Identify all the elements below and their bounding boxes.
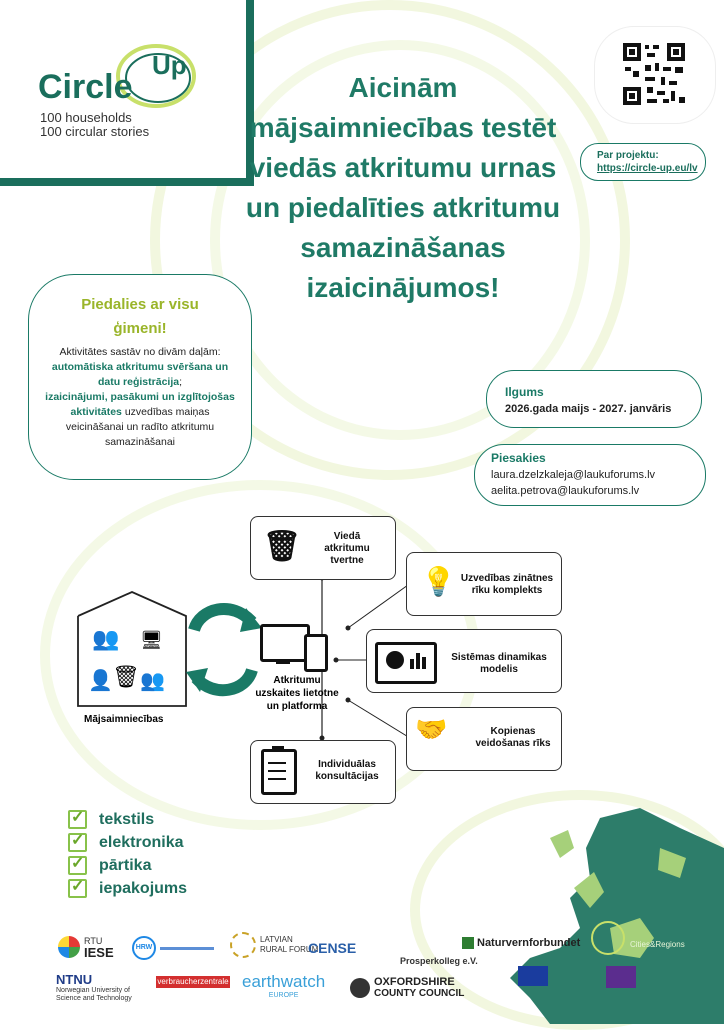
card-behavior-kit-label: Uzvedības zinātnes rīku komplekts <box>460 573 554 596</box>
card-behavior-kit <box>406 552 562 616</box>
family-icon: 👥 <box>92 626 120 651</box>
hands-icon: 🤝 <box>415 714 448 744</box>
hrw-logo: HRW <box>132 936 214 960</box>
checklist-item: ✓ pārtika <box>68 854 187 877</box>
family-box-title: Piedalies ar visu ģimeni! <box>81 296 199 337</box>
apply-label: Piesakies <box>491 451 546 465</box>
card-smart-bin-label: Viedā atkritumu tvertne <box>324 531 370 566</box>
cities-regions-label: Cities&Regions <box>630 940 685 949</box>
checkbox-icon <box>68 879 87 898</box>
ntnu-logo: NTNU Norwegian University of Science and Technology <box>56 972 132 1002</box>
materials-checklist <box>68 808 187 900</box>
duration-label: Ilgums <box>505 385 544 399</box>
qr-code-icon <box>621 41 687 107</box>
chart-screen-icon <box>375 642 437 684</box>
app-devices-icon <box>260 620 326 668</box>
card-community <box>406 707 562 771</box>
apply-email-2[interactable]: aelita.petrova@laukuforums.lv <box>491 485 640 497</box>
logo-subtitle-2: 100 circular stories <box>40 124 150 139</box>
person-icon: 👤 <box>88 670 113 692</box>
earthwatch-logo: earthwatch EUROPE <box>242 972 326 999</box>
puzzle-icon <box>58 936 80 958</box>
verbraucherzentrale-logo: verbraucherzentrale <box>157 977 229 986</box>
logo-panel <box>0 0 254 186</box>
card-smart-bin <box>250 516 396 580</box>
europe-map-illustration <box>490 808 724 1024</box>
prosperkolleg-logo: Prosperkolleg e.V. <box>400 956 478 966</box>
card-consultations <box>250 740 396 804</box>
rtu-iese-logo: RTU IESE <box>58 934 114 960</box>
family-box-sep: ; <box>179 376 183 388</box>
family-box-part1: automātiska atkritumu svēršana un datu reģistrācija <box>51 361 229 388</box>
checkbox-icon <box>68 833 87 852</box>
devices-icon: 🖥 <box>140 630 163 650</box>
sun-icon <box>230 932 256 958</box>
ukri-flag-icon <box>606 966 636 988</box>
checklist-item: ✓ tekstils <box>68 808 187 831</box>
apply-box <box>474 444 706 506</box>
headline: Aicinām mājsaimniecības testēt viedās atkritumu urnas un piedalīties atkritumu samazināšanas izaicinājumos! <box>245 72 561 303</box>
people-icon: 👥 <box>140 670 165 692</box>
card-system-model-label: Sistēmas dinamikas modelis <box>451 652 547 675</box>
oxfordshire-logo: OXFORDSHIRE COUNTY COUNCIL <box>350 976 464 1000</box>
bin-icon: 🗑 <box>112 664 140 689</box>
project-label: Par projektu: <box>597 150 659 161</box>
lrf-logo: LATVIAN RURAL FORUM <box>230 932 320 958</box>
family-info-box <box>28 274 252 480</box>
cense-logo: CENSE <box>308 940 357 956</box>
naturvernforbundet-logo: Naturvernforbundet <box>462 937 580 949</box>
card-consultations-label: Individuālas konsultācijas <box>315 759 379 782</box>
smart-bin-icon: 🗑 <box>263 530 302 563</box>
eu-flag-icon <box>518 966 548 986</box>
household-label: Mājsaimniecības <box>84 714 164 725</box>
checklist-item: ✓ iepakojums <box>68 877 187 900</box>
crest-icon <box>350 978 370 998</box>
family-box-part2-rest: uzvedības maiņas veicināšanai un radīto atkritumu samazināšanai <box>65 406 215 448</box>
family-box-intro: Aktivitātes sastāv no divām daļām: <box>59 346 221 358</box>
qr-code[interactable] <box>594 26 716 124</box>
duration-box <box>486 370 702 428</box>
checkbox-icon <box>68 856 87 875</box>
card-community-label: Kopienas veidošanas rīks <box>475 726 551 749</box>
project-link-box[interactable] <box>580 143 706 181</box>
apply-email-1[interactable]: laura.dzelzkaleja@laukuforums.lv <box>491 469 656 481</box>
family-box-part2: izaicinājumi, pasākumi un izglītojošas aktivitātes <box>45 391 235 418</box>
center-label: Atkritumu uzskaites lietotne un platforma <box>255 675 339 712</box>
project-url-link[interactable]: https://circle-up.eu/lv <box>597 163 698 174</box>
clipboard-icon <box>261 749 297 795</box>
duration-value: 2026.gada maijs - 2027. janvāris <box>505 403 672 415</box>
logo-up-text: Up <box>152 50 187 80</box>
checklist-item: ✓ elektronika <box>68 831 187 854</box>
logo-subtitle-1: 100 households <box>40 110 132 125</box>
logo-circle-text: Circle <box>38 68 133 106</box>
checkbox-icon <box>68 810 87 829</box>
card-system-model <box>366 629 562 693</box>
household-icons <box>88 622 178 702</box>
lightbulb-icon: 💡 <box>421 566 456 597</box>
